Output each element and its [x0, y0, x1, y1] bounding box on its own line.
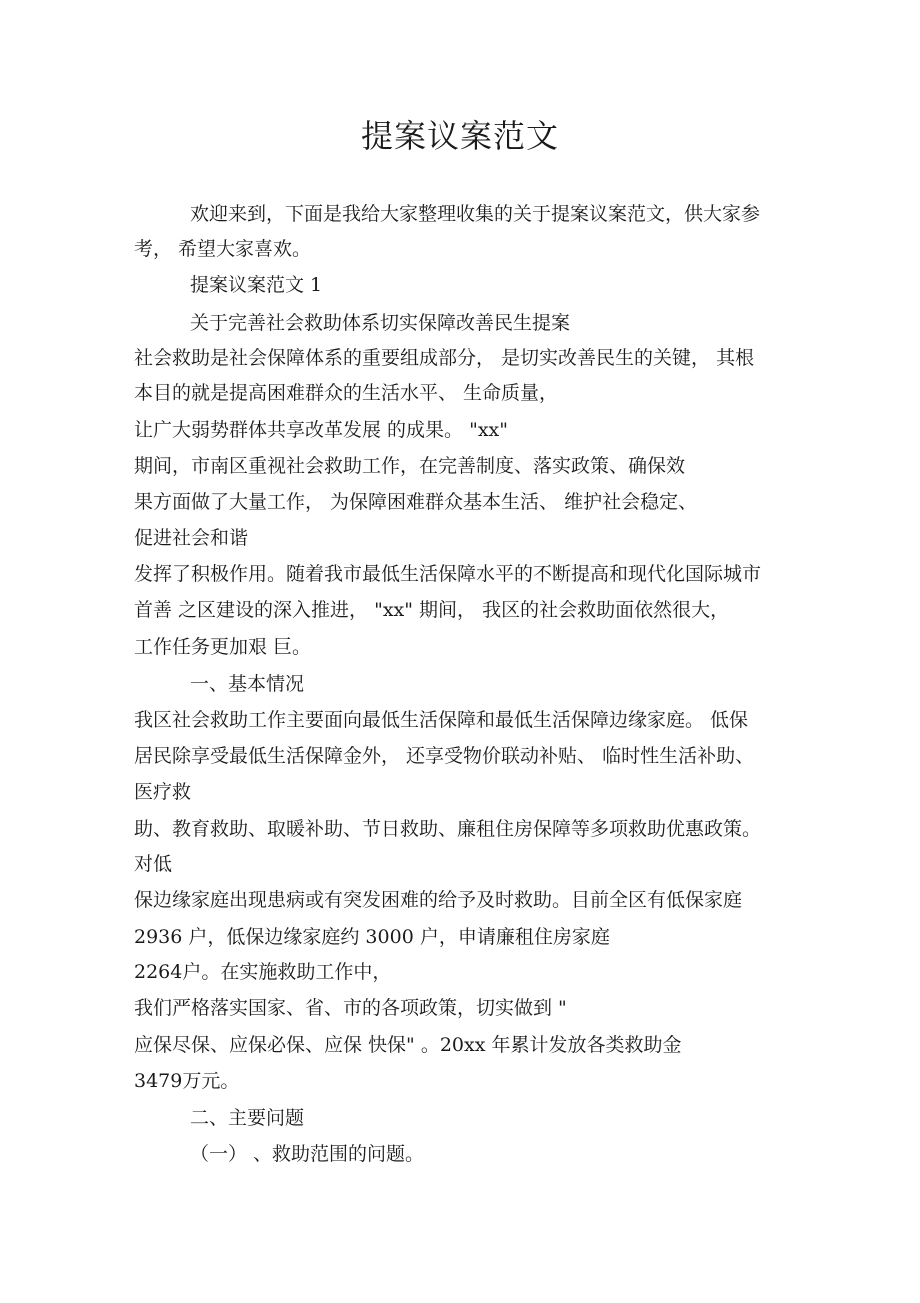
paragraph-line: 期间，市南区重视社会救助工作，在完善制度、落实政策、确保效	[134, 455, 686, 477]
paragraph-line: 助、教育救助、取暖补助、节日救助、廉租住房保障等多项救助优惠政策。	[134, 818, 762, 840]
paragraph-line: 果方面做了大量工作， 为保障困难群众基本生活、 维护社会稳定、	[134, 491, 698, 513]
subsection-heading: （一） 、救助范围的问题。	[190, 1143, 425, 1165]
paragraph-line: 2936 户，低保边缘家庭约 3000 户，申请廉租住房家庭	[134, 926, 610, 948]
paragraph-line: 保边缘家庭出现患病或有突发困难的给予及时救助。目前全区有低保家庭	[134, 889, 743, 911]
paragraph-line: 居民除享受最低生活保障金外， 还享受物价联动补贴、 临时性生活补助、	[134, 745, 755, 767]
paragraph-line: 医疗救	[134, 781, 192, 803]
paragraph-line: 让广大弱势群体共享改革发展 的成果。 "xx"	[134, 419, 508, 441]
paragraph-line: 工作任务更加艰 巨。	[134, 636, 312, 658]
paragraph-line: 发挥了积极作用。随着我市最低生活保障水平的不断提高和现代化国际城市	[134, 563, 762, 585]
paragraph-line: 促进社会和谐	[134, 527, 249, 549]
paragraph-line: 3479万元。	[134, 1070, 240, 1092]
paragraph-line: 2264户。在实施救助工作中，	[134, 961, 392, 983]
proposal-title: 关于完善社会救助体系切实保障改善民生提案	[190, 312, 571, 334]
paragraph-line: 社会救助是社会保障体系的重要组成部分， 是切实改善民生的关键， 其根	[134, 347, 755, 369]
paragraph-line: 我区社会救助工作主要面向最低生活保障和最低生活保障边缘家庭。 低保	[134, 709, 749, 731]
section-heading: 二、主要问题	[190, 1107, 305, 1129]
paragraph-line: 欢迎来到，下面是我给大家整理收集的关于提案议案范文，供大家参	[190, 203, 761, 225]
paragraph-line: 首善 之区建设的深入推进， "xx" 期间， 我区的社会救助面依然很大，	[134, 599, 730, 621]
section-heading: 一、基本情况	[190, 673, 305, 695]
document-title: 提案议案范文	[360, 117, 559, 155]
paragraph-line: 考， 希望大家喜欢。	[134, 238, 312, 260]
paragraph-line: 本目的就是提高困难群众的生活水平、 生命质量，	[134, 382, 559, 404]
paragraph-line: 对低	[134, 853, 173, 875]
section-heading: 提案议案范文 1	[190, 274, 323, 296]
paragraph-line: 应保尽保、应保必保、应保 快保" 。20xx 年累计发放各类救助金	[134, 1034, 682, 1056]
paragraph-line: 我们严格落实国家、省、市的各项政策，切实做到 "	[134, 997, 567, 1019]
